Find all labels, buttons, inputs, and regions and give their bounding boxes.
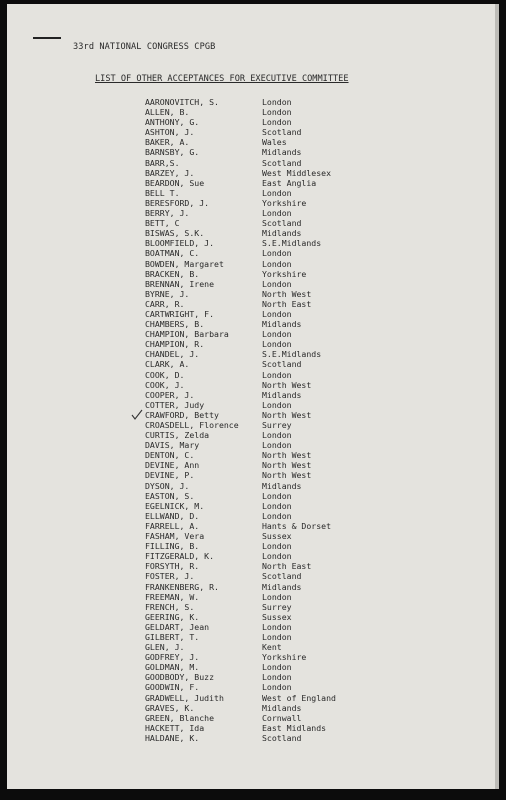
member-name: CHAMBERS, B. — [145, 319, 205, 330]
member-region: London — [262, 500, 292, 511]
member-name: CROASDELL, Florence — [145, 420, 239, 430]
member-region: Midlands — [262, 319, 302, 330]
member-name: GRAVES, K. — [145, 702, 195, 713]
document-page — [7, 4, 495, 789]
member-region: London — [262, 97, 292, 107]
member-region: Scotland — [262, 127, 302, 138]
member-name: GRADWELL, Judith — [145, 692, 224, 703]
member-name: FOSTER, J. — [145, 571, 195, 582]
member-region: London — [262, 117, 292, 128]
member-region: North East — [262, 561, 312, 572]
member-region: Midlands — [262, 147, 302, 158]
member-region: London — [262, 107, 292, 118]
member-name: BERRY, J. — [145, 208, 190, 219]
member-region: Scotland — [262, 359, 302, 370]
member-region: Hants & Dorset — [262, 520, 332, 531]
member-region: London — [262, 591, 292, 602]
handwritten-dash-mark — [33, 37, 61, 39]
member-name: BISWAS, S.K. — [145, 228, 205, 239]
member-region: London — [262, 631, 292, 642]
member-name: BEARDON, Sue — [145, 177, 205, 188]
check-mark-icon — [131, 409, 143, 421]
member-name: BARR,S. — [145, 157, 180, 168]
member-region: London — [262, 541, 292, 552]
member-region: Scotland — [262, 732, 302, 743]
member-region: North West — [262, 409, 312, 420]
member-name: COOK, D. — [145, 369, 185, 380]
member-region: North West — [262, 379, 312, 390]
member-region: North West — [262, 460, 312, 471]
member-region: Scotland — [262, 218, 302, 229]
member-region: London — [262, 682, 292, 693]
member-name: GREEN, Blanche — [145, 712, 215, 723]
member-region: Cornwall — [262, 712, 302, 723]
member-name: FORSYTH, R. — [145, 561, 200, 572]
member-name: BYRNE, J. — [145, 288, 190, 299]
member-name: COTTER, Judy — [145, 399, 205, 410]
member-name: HALDANE, K. — [145, 732, 200, 743]
member-name: DYSON, J. — [145, 480, 190, 491]
member-name: FARRELL, A. — [145, 520, 200, 531]
member-name: CHANDEL, J. — [145, 349, 200, 360]
document-subheader: LIST OF OTHER ACCEPTANCES FOR EXECUTIVE COMMITTEE — [95, 74, 349, 84]
member-name: ASHTON, J. — [145, 127, 195, 138]
member-name: CARR, R. — [145, 298, 185, 309]
member-region: London — [262, 399, 292, 410]
member-region: Midlands — [262, 480, 302, 491]
member-region: London — [262, 308, 292, 319]
member-region: Sussex — [262, 611, 292, 622]
member-region: Midlands — [262, 702, 302, 713]
member-region: Surrey — [262, 601, 292, 612]
member-name: COOPER, J. — [145, 389, 195, 400]
member-name: CLARK, A. — [145, 359, 190, 370]
member-name: GOODBODY, Buzz — [145, 672, 215, 683]
member-name: EGELNICK, M. — [145, 500, 205, 511]
member-region: London — [262, 278, 292, 289]
member-region: S.E.Midlands — [262, 238, 322, 249]
member-region: North East — [262, 298, 312, 309]
document-header: 33rd NATIONAL CONGRESS CPGB — [73, 42, 216, 52]
member-name: FRANKENBERG, R. — [145, 581, 219, 592]
member-name: EASTON, S. — [145, 490, 195, 501]
member-name: ALLEN, B. — [145, 107, 190, 118]
member-region: North West — [262, 450, 312, 461]
member-name: CURTIS, Zelda — [145, 430, 210, 441]
member-region: Midlands — [262, 389, 302, 400]
member-name: BRACKEN, B. — [145, 268, 200, 279]
member-region: London — [262, 369, 292, 380]
member-region: London — [262, 551, 292, 562]
member-name: FILLING, B. — [145, 541, 200, 552]
member-name: CHAMPION, R. — [145, 339, 205, 350]
member-name: DEVINE, P. — [145, 470, 195, 481]
member-name: FRENCH, S. — [145, 601, 195, 612]
member-region: London — [262, 329, 292, 340]
member-name: BERESFORD, J. — [145, 197, 210, 208]
member-name: CRAWFORD, Betty — [145, 409, 219, 420]
member-region: Wales — [262, 137, 287, 148]
member-name: FREEMAN, W. — [145, 591, 200, 602]
member-name: BRENNAN, Irene — [145, 278, 215, 289]
member-region: East Midlands — [262, 722, 327, 733]
member-region: West of England — [262, 692, 336, 703]
member-name: BARZEY, J. — [145, 167, 195, 178]
member-name: ANTHONY, G. — [145, 117, 200, 128]
member-region: London — [262, 490, 292, 501]
member-name: BLOOMFIELD, J. — [145, 238, 215, 249]
member-name: DEVINE, Ann — [145, 460, 200, 471]
member-name: CHAMPION, Barbara — [145, 329, 229, 340]
member-region: London — [262, 672, 292, 683]
member-name: BELL T. — [145, 187, 180, 198]
member-name: DAVIS, Mary — [145, 440, 200, 451]
member-name: HACKETT, Ida — [145, 722, 205, 733]
member-region: Sussex — [262, 531, 292, 542]
member-region: London — [262, 662, 292, 673]
page-edge — [495, 4, 499, 789]
member-region: London — [262, 621, 292, 632]
member-name: BAKER, A. — [145, 137, 190, 148]
member-name: AARONOVITCH, S. — [145, 97, 219, 107]
member-name: ELLWAND, D. — [145, 510, 200, 521]
member-region: Yorkshire — [262, 268, 307, 279]
member-region: London — [262, 208, 292, 219]
member-region: London — [262, 248, 292, 259]
member-name: GODFREY, J. — [145, 652, 200, 663]
member-region: London — [262, 187, 292, 198]
member-region: London — [262, 339, 292, 350]
member-name: BOATMAN, C. — [145, 248, 200, 259]
member-name: BARNSBY, G. — [145, 147, 200, 158]
member-region: Yorkshire — [262, 197, 307, 208]
member-region: Scotland — [262, 157, 302, 168]
member-region: East Anglia — [262, 177, 317, 188]
member-name: BETT, C — [145, 218, 180, 229]
member-name: CARTWRIGHT, F. — [145, 308, 215, 319]
member-region: London — [262, 440, 292, 451]
member-region: North West — [262, 470, 312, 481]
member-region: North West — [262, 288, 312, 299]
member-region: Scotland — [262, 571, 302, 582]
member-name: FASHAM, Vera — [145, 531, 205, 542]
member-region: Midlands — [262, 228, 302, 239]
member-region: West Middlesex — [262, 167, 332, 178]
member-name: GELDART, Jean — [145, 621, 210, 632]
member-name: GOLDMAN, M. — [145, 662, 200, 673]
member-name: FITZGERALD, K. — [145, 551, 215, 562]
member-region: London — [262, 430, 292, 441]
member-region: London — [262, 510, 292, 521]
member-region: London — [262, 258, 292, 269]
member-region: Yorkshire — [262, 652, 307, 663]
member-name: GILBERT, T. — [145, 631, 200, 642]
member-region: Kent — [262, 642, 282, 653]
member-region: S.E.Midlands — [262, 349, 322, 360]
member-name: GEERING, K. — [145, 611, 200, 622]
member-region: Surrey — [262, 420, 292, 430]
member-name: GLEN, J. — [145, 642, 185, 653]
member-name: COOK, J. — [145, 379, 185, 390]
member-region: Midlands — [262, 581, 302, 592]
member-name: DENTON, C. — [145, 450, 195, 461]
member-name: GOODWIN, F. — [145, 682, 200, 693]
member-name: BOWDEN, Margaret — [145, 258, 224, 269]
